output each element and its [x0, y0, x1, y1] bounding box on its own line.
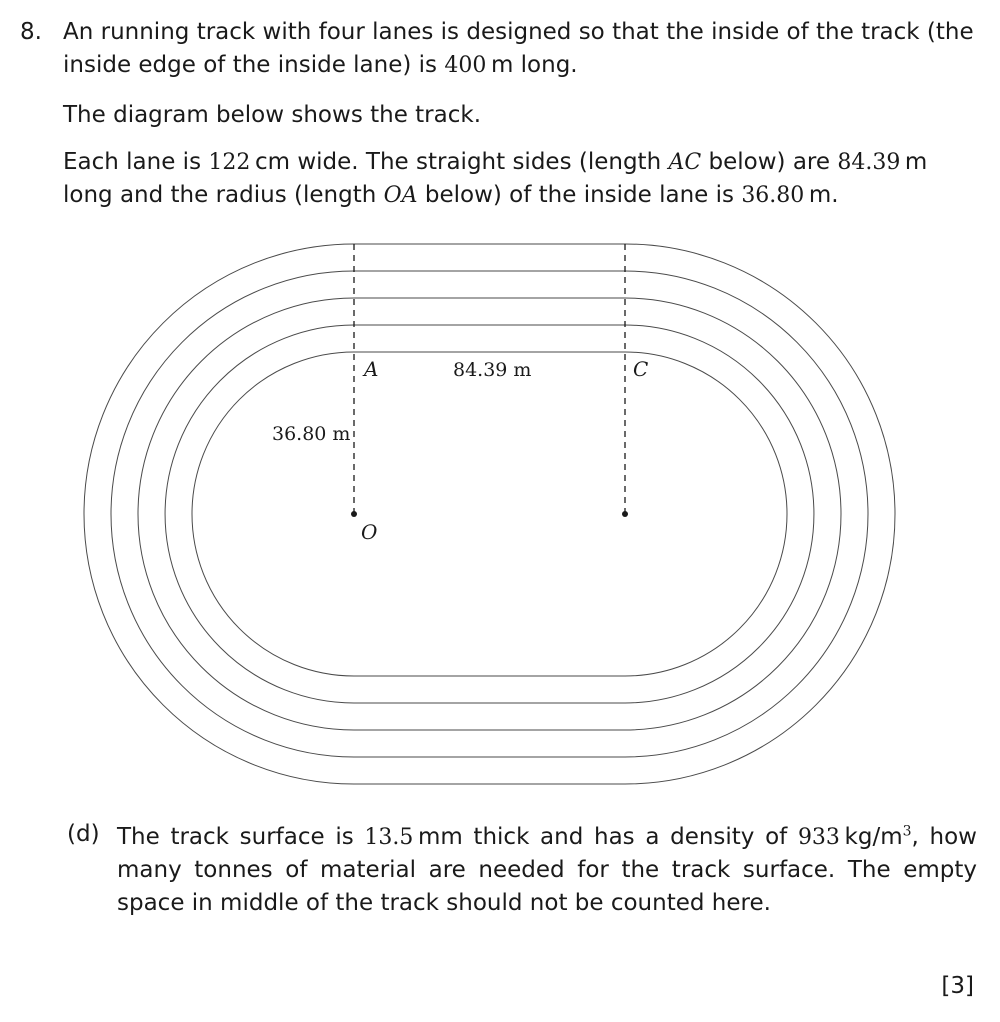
center-point-right [622, 511, 628, 517]
track-lanes [84, 244, 895, 784]
ac-label: AC [668, 150, 702, 175]
thickness-unit: mm [417, 824, 463, 850]
lane-boundary-inner [192, 352, 787, 676]
track-length-value: 400 [444, 53, 487, 78]
details-text-5: below) of the inside lane is [417, 182, 742, 208]
part-d-text-3: , how many tonnes of material are needed for the track surface. The empty space in middle of the track should not be counted here. [117, 824, 977, 916]
lane-boundary-4 [111, 271, 868, 757]
straight-length-label: 84.39 m [453, 359, 532, 381]
lane-width-value: 122 [208, 150, 251, 175]
point-a-label: A [364, 357, 379, 381]
center-point-o [351, 511, 357, 517]
point-c-label: C [633, 357, 649, 381]
part-d-text-2: thick and has a density of [462, 824, 798, 850]
details-text-2: wide. The straight sides (length [290, 149, 669, 175]
thickness-value: 13.5 [364, 825, 414, 850]
part-d-text-1: The track surface is [117, 824, 365, 850]
lane-width-unit: cm [254, 149, 291, 175]
radius-label: 36.80 m [272, 423, 351, 445]
question-number: 8. [20, 19, 42, 45]
marks-indicator: [3] [941, 973, 974, 999]
intro-text-1: An running track with four lanes is designed so that the inside of the track (the inside edge of the inside lane) is [63, 19, 974, 78]
point-o-label: O [361, 520, 378, 544]
part-d-label: (d) [67, 821, 100, 847]
straight-length-unit: m [904, 149, 928, 175]
density-value: 933 [797, 825, 840, 850]
diagram-intro: The diagram below shows the track. [63, 102, 482, 128]
intro-text-2: long. [513, 52, 578, 78]
part-d-question [117, 821, 977, 920]
details-text-1: Each lane is [63, 149, 209, 175]
radius-value: 36.80 [741, 183, 805, 208]
radius-unit: m [808, 182, 832, 208]
straight-length-value: 84.39 [837, 150, 901, 175]
track-length-unit: m [490, 52, 514, 78]
details-text-4: long and the radius (length [63, 182, 384, 208]
density-exponent: 3 [902, 823, 912, 840]
oa-label: OA [383, 183, 418, 208]
lane-boundary-2 [165, 325, 814, 703]
density-unit: kg/m [844, 824, 903, 850]
details-text-6: . [831, 182, 839, 208]
details-text-3: below) are [701, 149, 838, 175]
